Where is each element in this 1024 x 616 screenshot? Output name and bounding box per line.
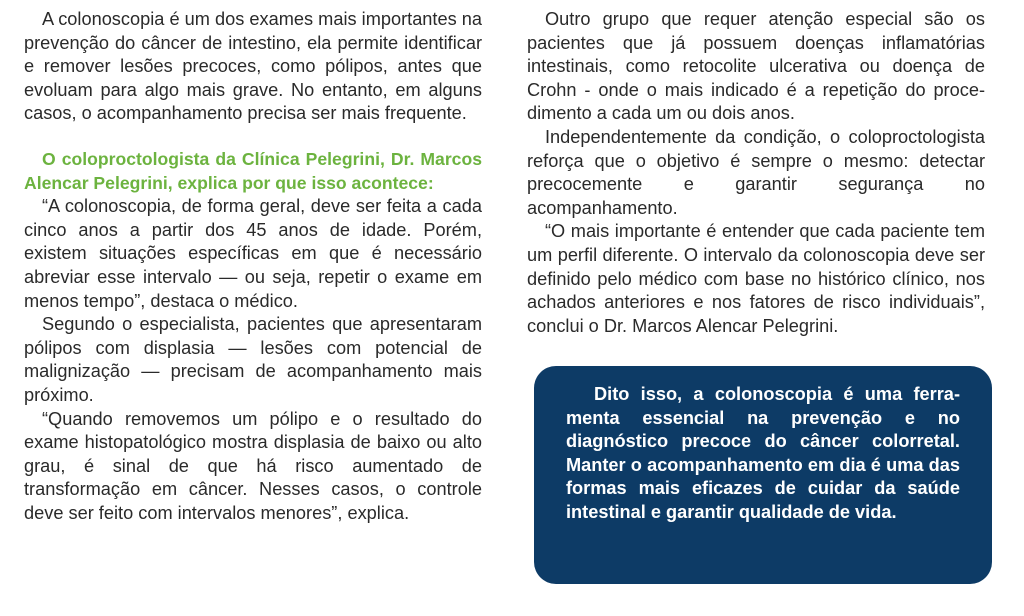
callout-box	[534, 366, 992, 584]
spacer	[24, 126, 482, 148]
quote-paragraph-interval: “A colonoscopia, de forma geral, deve ser feita a cada cinco anos a partir dos 45 anos de idade. Porém, existem situações específicas em que é necessário abreviar esse intervalo — ou seja, repetir o exame em menos tempo”, destaca o médico.	[24, 196, 482, 311]
paragraph-objective: Independentemente da condição, o coloproctologista reforça que o objetivo é sempre o mesmo: detectar precocemente e garantir segurança no acompanhamento.	[527, 126, 985, 218]
right-column	[527, 8, 985, 338]
section-subheading: O coloproctologista da Clínica Pelegrini, Dr. Marcos Alencar Pelegrini, explica por que isso acontece:	[24, 148, 482, 193]
intro-paragraph: A colonoscopia é um dos exames mais importantes na prevenção do câncer de intestino, ela permite identificar e remover lesões precoces, como pólipos, antes que evoluam para algo mais grave. No entanto, em alguns casos, o acompanhamento precisa ser mais frequente.	[24, 9, 482, 124]
quote-paragraph-conclusion: “O mais importante é entender que cada paciente tem um perfil diferente. O intervalo da colonoscopia deve ser definido pelo médico com base no histórico clínico, nos achados anteriores e nos fatores de risco individuais”, conclui o Dr. Marcos Alencar Pelegrini.	[527, 221, 985, 336]
callout-text: Dito isso, a colonoscopia é uma ferramenta essencial na prevenção e no diagnóstico precoce do câncer colorretal. Manter o acompanhamento em dia é uma das formas mais eficazes de cuidar da saúde intestinal e garantir qualidade de vida.	[566, 384, 960, 522]
paragraph-inflammatory-diseases: Outro grupo que requer atenção especial são os pacientes que já possuem doenças inflamatórias intestinais, como retocolite ulcerativa ou doença de Crohn - onde o mais indicado é a repetição do procedimento a cada um ou dois anos.	[527, 9, 985, 124]
paragraph-polyps: Segundo o especialista, pacientes que apresentaram pólipos com displasia — lesões com potencial de malignização — precisam de acompanhamento mais próximo.	[24, 314, 482, 405]
left-column	[24, 8, 482, 525]
quote-paragraph-dysplasia: “Quando removemos um pólipo e o resultado do exame histopatológico mostra displasia de baixo ou alto grau, é sinal de que há risco aumentado de transformação em câncer. Nesses casos, o controle deve ser feito com intervalos menores”, explica.	[24, 408, 482, 523]
